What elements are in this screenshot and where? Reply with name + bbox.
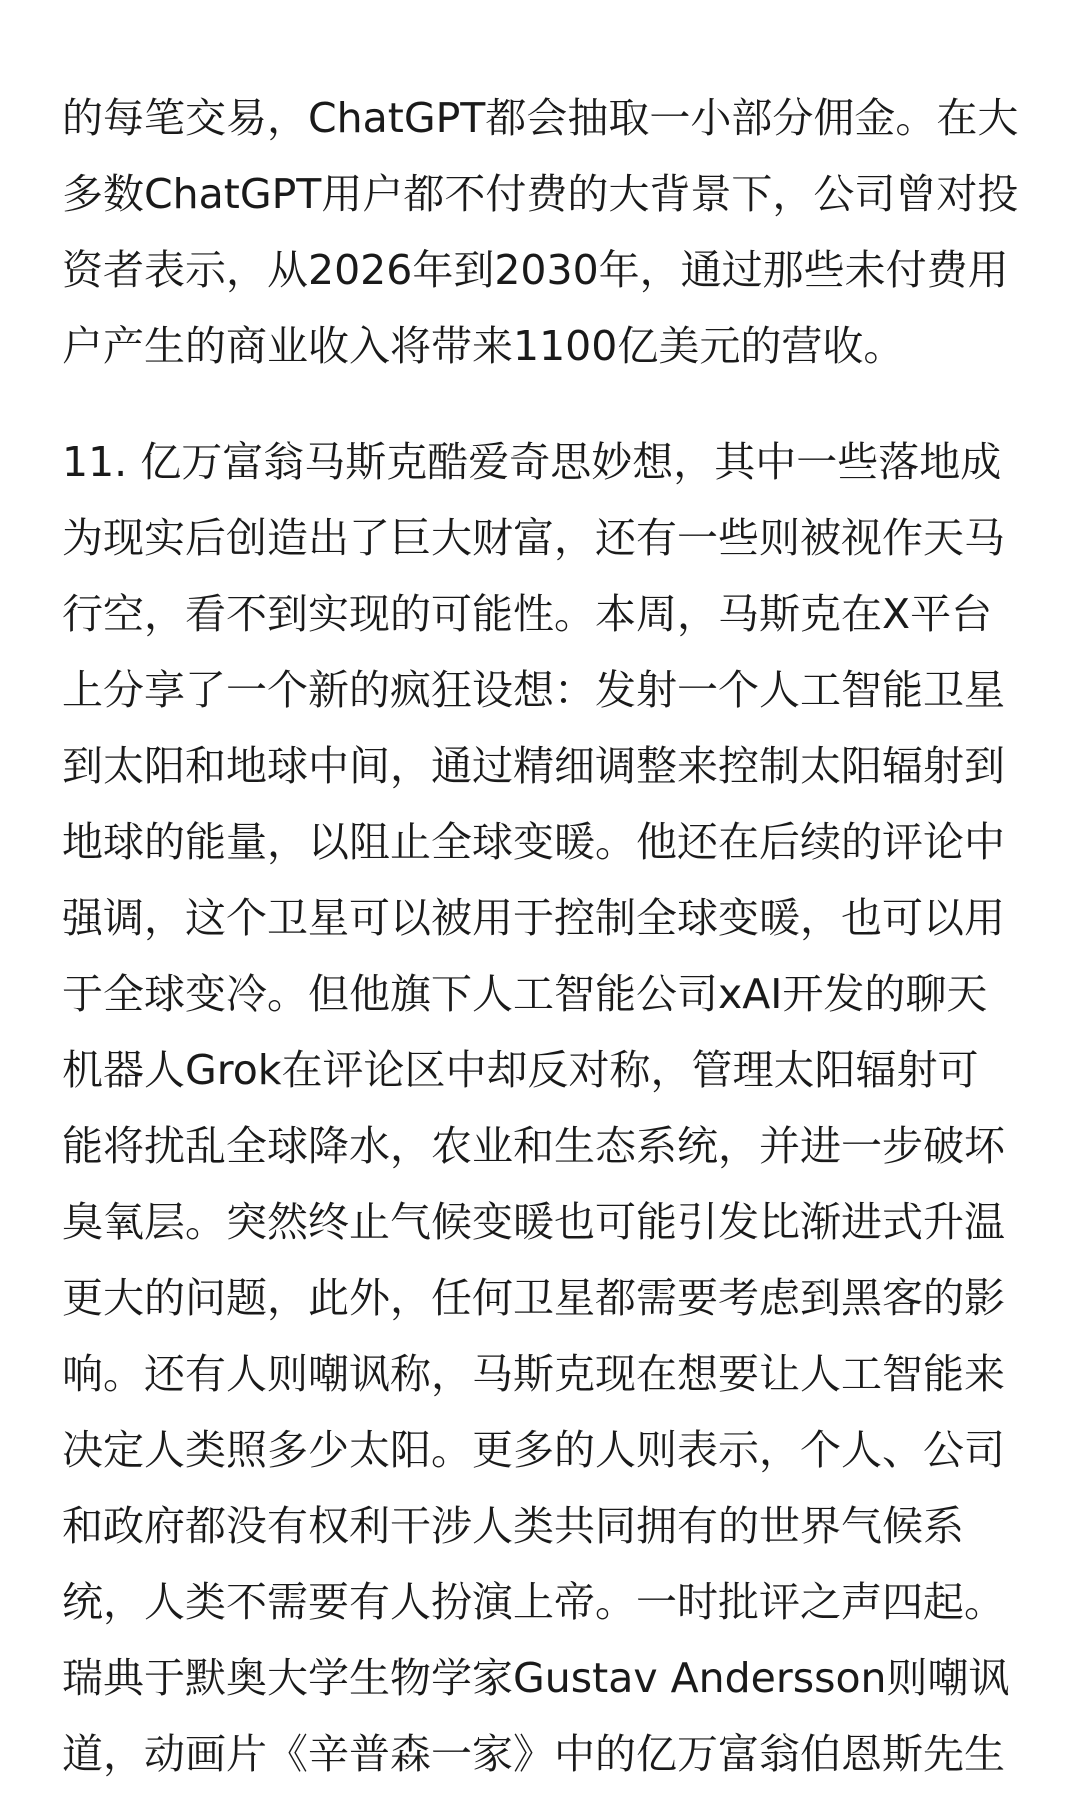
paragraph-musk-satellite — [62, 424, 1022, 1792]
text-line: 户产生的商业收入将带来1100亿美元的营收。 — [62, 322, 905, 370]
text-line: 决定人类照多少太阳。更多的人则表示，个人、公司 — [62, 1426, 1005, 1474]
text-line: 为现实后创造出了巨大财富，还有一些则被视作天马 — [62, 514, 1005, 562]
text-line: 和政府都没有权利干涉人类共同拥有的世界气候系 — [62, 1502, 964, 1550]
text-line: 到太阳和地球中间，通过精细调整来控制太阳辐射到 — [62, 742, 1005, 790]
text-line: 更大的问题，此外，任何卫星都需要考虑到黑客的影 — [62, 1274, 1005, 1322]
text-line: 于全球变冷。但他旗下人工智能公司xAI开发的聊天 — [62, 970, 988, 1018]
text-line: 响。还有人则嘲讽称，马斯克现在想要让人工智能来 — [62, 1350, 1005, 1398]
paragraph-commission — [62, 80, 1022, 384]
text-line: 能将扰乱全球降水，农业和生态系统，并进一步破坏 — [62, 1122, 1005, 1170]
article-body — [62, 80, 1022, 1792]
text-line: 地球的能量，以阻止全球变暖。他还在后续的评论中 — [62, 818, 1005, 866]
text-line: 资者表示，从2026年到2030年，通过那些未付费用 — [62, 246, 1009, 294]
text-line: 统，人类不需要有人扮演上帝。一时批评之声四起。 — [62, 1578, 1005, 1626]
text-line: 瑞典于默奥大学生物学家Gustav Andersson则嘲讽 — [62, 1654, 1010, 1702]
text-line: 强调，这个卫星可以被用于控制全球变暖，也可以用 — [62, 894, 1005, 942]
text-line: 行空，看不到实现的可能性。本周，马斯克在X平台 — [62, 590, 993, 638]
text-line: 多数ChatGPT用户都不付费的大背景下，公司曾对投 — [62, 170, 1019, 218]
text-line: 上分享了一个新的疯狂设想：发射一个人工智能卫星 — [62, 666, 1005, 714]
text-line: 11. 亿万富翁马斯克酷爱奇思妙想，其中一些落地成 — [62, 438, 1002, 486]
text-line: 机器人Grok在评论区中却反对称，管理太阳辐射可 — [62, 1046, 979, 1094]
text-line: 道，动画片《辛普森一家》中的亿万富翁伯恩斯先生 — [62, 1730, 1005, 1778]
paragraph-spacer — [62, 384, 1022, 424]
text-line: 臭氧层。突然终止气候变暖也可能引发比渐进式升温 — [62, 1198, 1005, 1246]
text-line: 的每笔交易，ChatGPT都会抽取一小部分佣金。在大 — [62, 94, 1019, 142]
